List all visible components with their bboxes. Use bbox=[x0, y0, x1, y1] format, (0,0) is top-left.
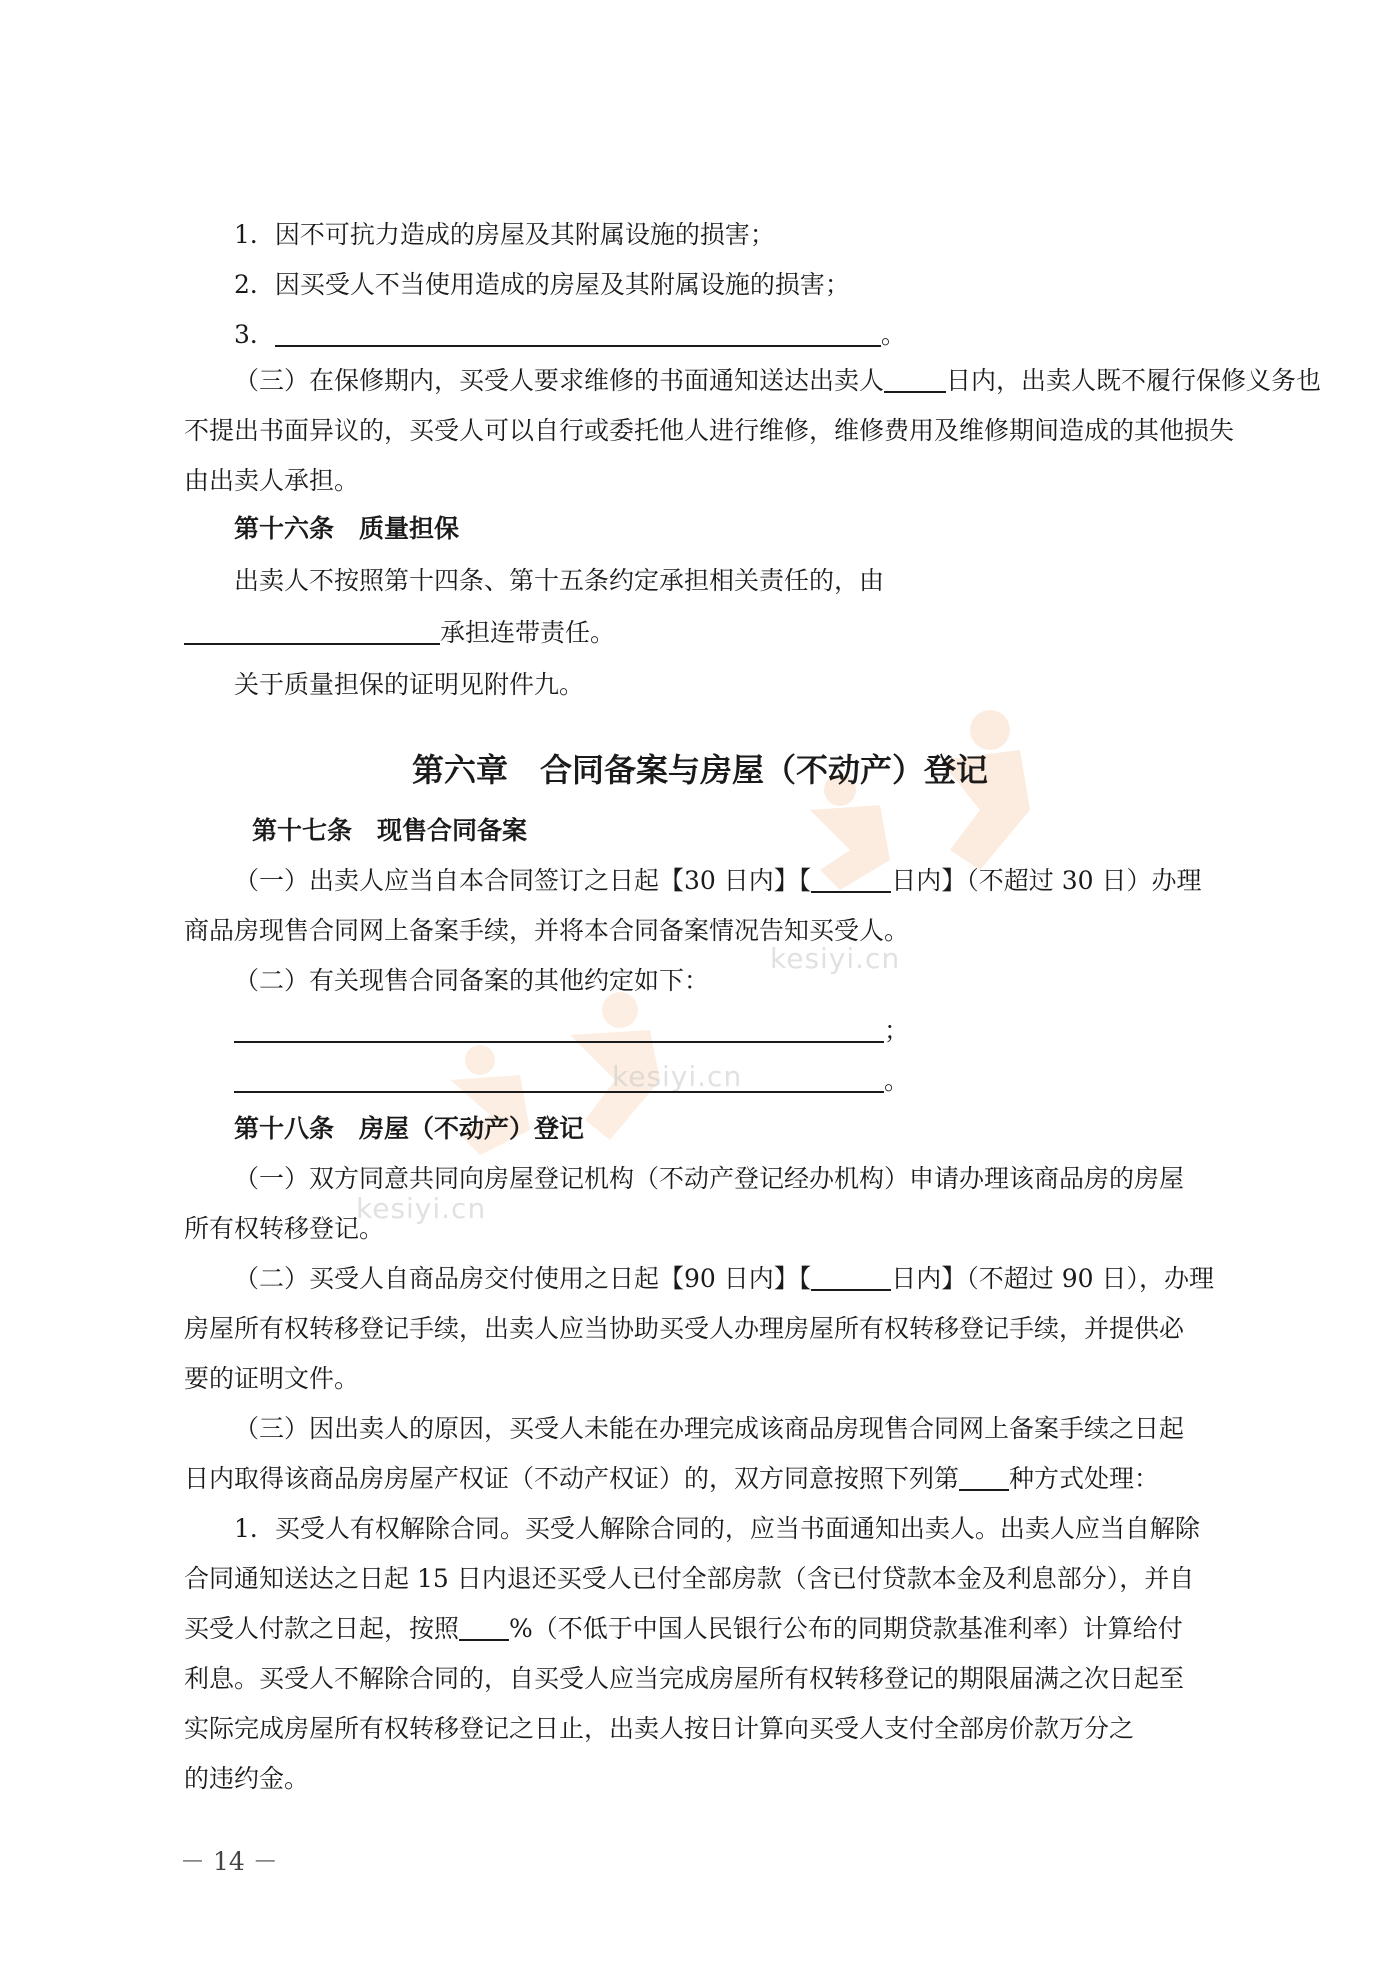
list-item: 1．因不可抗力造成的房屋及其附属设施的损害； bbox=[234, 220, 775, 249]
paragraph-line bbox=[184, 1462, 1159, 1496]
paragraph-line bbox=[184, 616, 615, 650]
article-heading: 第十六条 质量担保 bbox=[234, 514, 460, 543]
paragraph-line: 利息。买受人不解除合同的，自买受人应当完成房屋所有权转移登记的期限届满之次日起至 bbox=[184, 1664, 1185, 1693]
paragraph-line: 所有权转移登记。 bbox=[184, 1214, 385, 1243]
text-segment: （一）出卖人应当自本合同签订之日起【30 日内】【 bbox=[234, 866, 812, 895]
text-segment: 承担连带责任。 bbox=[440, 618, 616, 647]
list-item: 2．因买受人不当使用造成的房屋及其附属设施的损害； bbox=[234, 270, 850, 299]
paragraph-line: 1．买受人有权解除合同。买受人解除合同的，应当书面通知出卖人。出卖人应当自解除 bbox=[234, 1514, 1200, 1543]
text-segment: （二）买受人自商品房交付使用之日起【90 日内】【 bbox=[234, 1264, 812, 1293]
paragraph-line bbox=[234, 1262, 1214, 1296]
paragraph-line: 商品房现售合同网上备案手续，并将本合同备案情况告知买受人。 bbox=[184, 916, 910, 945]
paragraph-line: （三）因出卖人的原因，买受人未能在办理完成该商品房现售合同网上备案手续之日起 bbox=[234, 1414, 1185, 1443]
fill-in-blank[interactable] bbox=[811, 1263, 891, 1291]
paragraph-line bbox=[234, 364, 1321, 398]
watermark-text: kesiyi.cn bbox=[612, 1060, 743, 1093]
page-number: － 14 － bbox=[180, 1847, 278, 1876]
fill-in-blank[interactable] bbox=[234, 1065, 884, 1093]
text-segment: 种方式处理： bbox=[1009, 1464, 1160, 1493]
paragraph-line: 合同通知送达之日起 15 日内退还买受人已付全部房款（含已付贷款本金及利息部分），并自 bbox=[184, 1564, 1195, 1593]
fill-in-blank[interactable] bbox=[234, 1015, 884, 1043]
text-segment: 日内】（不超过 90 日），办理 bbox=[891, 1264, 1214, 1293]
paragraph-line: 的违约金。 bbox=[184, 1764, 310, 1793]
text-segment: 日内取得该商品房房屋产权证（不动产权证）的，双方同意按照下列第 bbox=[184, 1464, 960, 1493]
article-heading: 第十八条 房屋（不动产）登记 bbox=[234, 1114, 585, 1143]
text-segment: 日内】（不超过 30 日）办理 bbox=[891, 866, 1202, 895]
paragraph-line: 实际完成房屋所有权转移登记之日止，出卖人按日计算向买受人支付全部房价款万分之 bbox=[184, 1714, 1135, 1743]
paragraph-line: （二）有关现售合同备案的其他约定如下： bbox=[234, 966, 710, 995]
paragraph-line bbox=[234, 864, 1201, 898]
text-segment: 买受人付款之日起，按照 bbox=[184, 1614, 460, 1643]
list-item bbox=[234, 318, 906, 352]
paragraph-line: 房屋所有权转移登记手续，出卖人应当协助买受人办理房屋所有权转移登记手续，并提供必 bbox=[184, 1314, 1185, 1343]
fill-in-blank[interactable] bbox=[884, 365, 946, 393]
paragraph-line: 出卖人不按照第十四条、第十五条约定承担相关责任的，由 bbox=[234, 566, 885, 595]
article-heading: 第十七条 现售合同备案 bbox=[252, 816, 528, 845]
fill-in-blank[interactable] bbox=[184, 617, 440, 645]
text-segment: %（不低于中国人民银行公布的同期贷款基准利率）计算给付 bbox=[509, 1614, 1183, 1643]
paragraph-line: （一）双方同意共同向房屋登记机构（不动产登记经办机构）申请办理该商品房的房屋 bbox=[234, 1164, 1185, 1193]
paragraph-line bbox=[234, 1064, 909, 1098]
paragraph-line bbox=[234, 1014, 909, 1048]
fill-in-blank[interactable] bbox=[459, 1613, 509, 1641]
punctuation: ； bbox=[884, 1016, 910, 1045]
paragraph-line bbox=[184, 1612, 1183, 1646]
watermark-text: kesiyi.cn bbox=[770, 942, 901, 975]
paragraph-line: 由出卖人承担。 bbox=[184, 466, 360, 495]
paragraph-line: 不提出书面异议的，买受人可以自行或委托他人进行维修，维修费用及维修期间造成的其他损失 bbox=[184, 416, 1235, 445]
paragraph-line: 关于质量担保的证明见附件九。 bbox=[234, 670, 585, 699]
text-segment: （三）在保修期内，买受人要求维修的书面通知送达出卖人 bbox=[234, 366, 885, 395]
text-segment: 日内，出卖人既不履行保修义务也 bbox=[946, 366, 1322, 395]
punctuation: 。 bbox=[884, 1066, 910, 1095]
paragraph-line: 要的证明文件。 bbox=[184, 1364, 360, 1393]
chapter-title: 第六章 合同备案与房屋（不动产）登记 bbox=[411, 751, 988, 789]
fill-in-blank[interactable] bbox=[811, 865, 891, 893]
fill-in-blank[interactable] bbox=[959, 1463, 1009, 1491]
watermark-text: kesiyi.cn bbox=[356, 1192, 487, 1225]
fill-in-blank[interactable] bbox=[275, 319, 881, 347]
punctuation: 。 bbox=[880, 320, 906, 349]
list-item-number: 3． bbox=[234, 320, 275, 349]
